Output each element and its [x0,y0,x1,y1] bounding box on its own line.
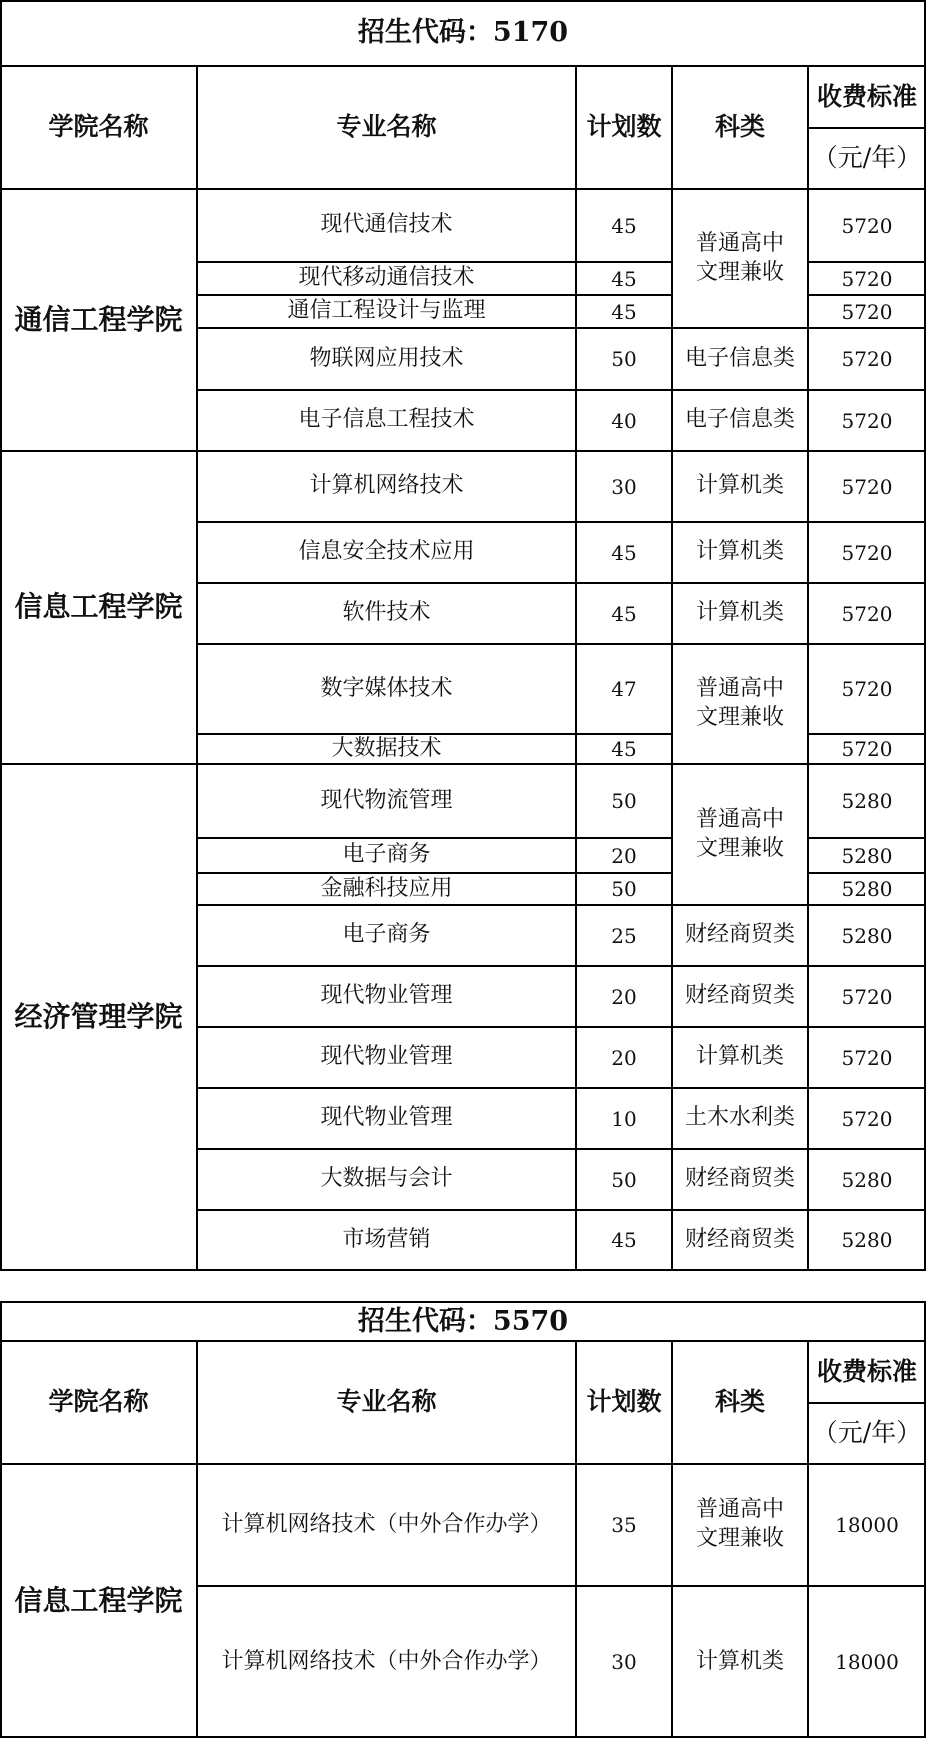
table1-header-plan: 计划数 [586,112,662,142]
grid-line [671,66,673,1271]
fee-cell: 18000 [835,1650,899,1674]
grid-line [672,965,808,967]
fee-cell: 5720 [841,474,893,499]
college-cell: 信息工程学院 [14,590,183,624]
grid-line [0,0,926,2]
plan-cell: 45 [611,737,637,761]
grid-line [0,1302,2,1738]
grid-line [808,965,926,967]
category-cell: 电子信息类 [684,407,795,433]
major-cell: 现代物业管理 [320,1105,453,1131]
category-cell: 普通高中 文理兼收 [695,230,784,285]
major-cell: 大数据与会计 [320,1166,453,1192]
table1-header-fee-unit: （元/年） [812,143,922,173]
grid-line [0,763,926,765]
plan-cell: 20 [611,984,637,1009]
grid-line [0,1340,926,1342]
grid-line [808,582,926,584]
category-cell: 电子信息类 [684,345,795,371]
major-cell: 现代通信技术 [320,212,453,238]
grid-line [196,1341,198,1738]
grid-line [0,1463,926,1465]
table2-header-college: 学院名称 [48,1387,149,1417]
fee-cell: 5720 [841,213,893,238]
table2-header-major: 专业名称 [336,1387,437,1417]
grid-line [0,65,926,67]
fee-cell: 5280 [841,1167,893,1192]
grid-line [197,582,672,584]
major-cell: 市场营销 [342,1226,431,1252]
major-cell: 电子商务 [342,922,431,948]
grid-line [197,389,672,391]
category-cell: 普通高中 文理兼收 [695,1497,784,1551]
plan-cell: 50 [611,877,637,901]
table1-header-category: 科类 [714,112,765,142]
grid-line [808,643,926,645]
major-cell: 物联网应用技术 [309,345,464,371]
grid-line [197,261,672,263]
grid-line [672,643,808,645]
category-cell: 财经商贸类 [684,983,795,1009]
table1-title: 招生代码：5170 [357,17,569,49]
table2-title: 招生代码：5570 [357,1305,569,1337]
major-cell: 计算机网络技术 [309,473,464,499]
fee-cell: 5720 [841,540,893,565]
fee-cell: 5720 [841,984,893,1009]
fee-cell: 5280 [841,843,893,868]
table2-header-category: 科类 [714,1387,765,1417]
plan-cell: 50 [611,1167,637,1192]
grid-line [575,66,577,1271]
plan-cell: 45 [611,266,637,291]
grid-line [808,294,926,296]
grid-line [672,1148,808,1150]
grid-line [808,1026,926,1028]
major-cell: 现代物业管理 [320,983,453,1009]
fee-cell: 5280 [841,1228,893,1252]
major-cell: 现代物流管理 [320,787,453,813]
grid-line [575,1341,577,1738]
plan-cell: 40 [611,408,637,433]
fee-cell: 5280 [841,789,893,813]
grid-line [197,904,672,906]
grid-line [808,1087,926,1089]
grid-line [0,450,926,452]
plan-cell: 30 [611,1650,637,1674]
grid-line [808,261,926,263]
grid-line [196,66,198,1271]
category-cell: 普通高中 文理兼收 [695,676,784,730]
fee-cell: 5280 [841,877,893,901]
fee-cell: 5720 [841,299,893,324]
table1-header-fee: 收费标准 [816,81,917,111]
grid-line [197,1209,672,1211]
plan-cell: 45 [611,213,637,238]
grid-line [808,872,926,874]
grid-line [672,521,808,523]
table1-header-college: 学院名称 [48,112,149,142]
plan-cell: 45 [611,540,637,565]
grid-line [197,872,672,874]
college-cell: 经济管理学院 [14,999,183,1033]
major-cell: 大数据技术 [331,735,442,761]
grid-line [197,1087,672,1089]
grid-line [197,327,672,329]
fee-cell: 5720 [841,347,893,371]
fee-cell: 5720 [841,737,893,761]
grid-line [0,0,2,1271]
category-cell: 财经商贸类 [684,1166,795,1192]
grid-line [0,1269,926,1271]
grid-line [197,521,672,523]
fee-cell: 5720 [841,408,893,433]
major-cell: 通信工程设计与监理 [287,298,486,324]
major-cell: 软件技术 [342,600,431,626]
plan-cell: 47 [611,677,637,701]
grid-line [672,1209,808,1211]
grid-line [808,521,926,523]
plan-cell: 20 [611,1045,637,1070]
plan-cell: 50 [611,347,637,371]
grid-line [197,1585,926,1587]
category-cell: 计算机类 [695,600,784,626]
grid-line [807,1341,809,1738]
college-cell: 信息工程学院 [14,1583,183,1617]
grid-line [808,389,926,391]
plan-cell: 45 [611,299,637,324]
major-cell: 电子信息工程技术 [298,407,475,433]
grid-line [0,1301,926,1303]
grid-line [808,1402,926,1404]
grid-line [0,188,926,190]
plan-cell: 30 [611,474,637,499]
table2-header-fee-unit: （元/年） [812,1418,922,1448]
grid-line [672,1026,808,1028]
category-cell: 土木水利类 [684,1105,795,1131]
grid-line [197,733,672,735]
grid-line [197,294,672,296]
grid-line [807,66,809,1271]
major-cell: 计算机网络技术（中外合作办学） [221,1511,552,1537]
plan-cell: 20 [611,843,637,868]
category-cell: 计算机类 [695,539,784,565]
grid-line [808,327,926,329]
college-cell: 通信工程学院 [14,302,183,336]
major-cell: 金融科技应用 [320,875,453,901]
fee-cell: 5280 [841,923,893,948]
plan-cell: 35 [611,1513,637,1537]
plan-cell: 10 [611,1106,637,1131]
grid-line [197,643,672,645]
grid-line [808,904,926,906]
fee-cell: 5720 [841,677,893,701]
fee-cell: 5720 [841,266,893,291]
grid-line [808,837,926,839]
major-cell: 电子商务 [342,842,431,868]
plan-cell: 25 [611,923,637,948]
fee-cell: 5720 [841,1106,893,1131]
grid-line [808,733,926,735]
grid-line [672,582,808,584]
category-cell: 普通高中 文理兼收 [695,806,784,861]
grid-line [672,1087,808,1089]
category-cell: 财经商贸类 [684,1226,795,1252]
plan-cell: 45 [611,601,637,626]
fee-cell: 18000 [835,1513,899,1537]
grid-line [808,1148,926,1150]
major-cell: 数字媒体技术 [320,675,453,701]
grid-line [672,327,808,329]
category-cell: 计算机类 [695,1044,784,1070]
grid-line [672,389,808,391]
fee-cell: 5720 [841,1045,893,1070]
grid-line [808,127,926,129]
category-cell: 财经商贸类 [684,922,795,948]
table2-header-fee: 收费标准 [816,1356,917,1386]
grid-line [197,1148,672,1150]
major-cell: 信息安全技术应用 [298,539,475,565]
grid-line [197,1026,672,1028]
grid-line [671,1341,673,1738]
major-cell: 现代物业管理 [320,1044,453,1070]
grid-line [672,904,808,906]
plan-cell: 45 [611,1228,637,1252]
table1-header-major: 专业名称 [336,112,437,142]
grid-line [197,965,672,967]
grid-line [808,1209,926,1211]
grid-line [197,837,672,839]
major-cell: 现代移动通信技术 [298,265,475,291]
category-cell: 计算机类 [695,473,784,499]
plan-cell: 50 [611,789,637,813]
table2-header-plan: 计划数 [586,1387,662,1417]
category-cell: 计算机类 [695,1648,784,1674]
fee-cell: 5720 [841,601,893,626]
major-cell: 计算机网络技术（中外合作办学） [221,1648,552,1674]
